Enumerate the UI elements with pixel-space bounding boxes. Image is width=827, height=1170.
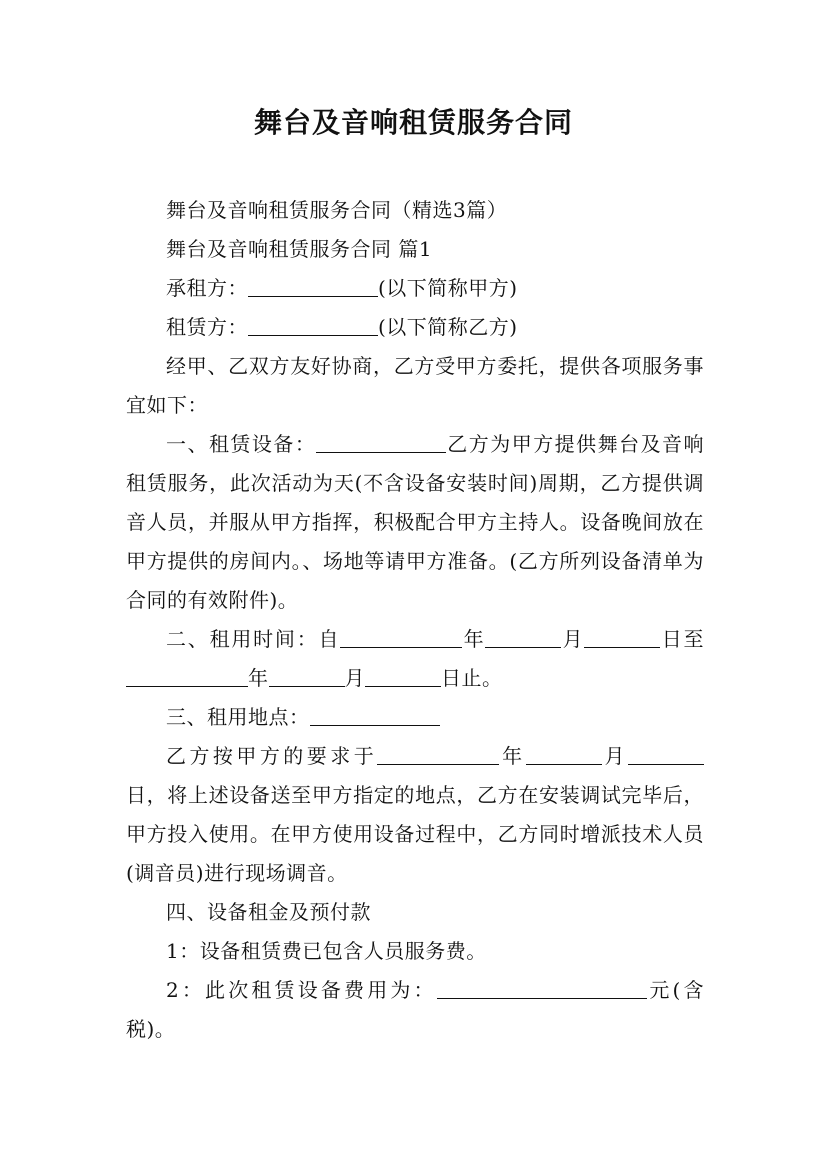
- text: 年: [499, 744, 526, 768]
- paragraph-subtitle: [126, 191, 704, 230]
- text: 月: [561, 627, 585, 651]
- text: 日: [660, 627, 684, 651]
- paragraph-lessor: [126, 308, 704, 347]
- blank-equipment: [316, 430, 446, 453]
- paragraph-lessee: [126, 269, 704, 308]
- blank-end-year: [126, 664, 248, 687]
- text: 月: [344, 666, 365, 690]
- text: 日止。: [441, 666, 503, 690]
- blank-end-month: [269, 664, 345, 687]
- blank-end-day: [365, 664, 441, 687]
- text: 租赁方：: [166, 315, 248, 339]
- text: 元(含税)。: [126, 978, 704, 1041]
- text: 经甲、乙双方友好协商，乙方受甲方委托，提供各项服务事宜如下：: [126, 354, 704, 417]
- paragraph-clause-4: [126, 893, 704, 932]
- text: 乙方为甲方提供舞台及音响租赁服务，此次活动为天(不含设备安装时间)周期，乙方提供调音人员，并服从甲方指挥，积极配合甲方主持人。设备晚间放在甲方提供的房间内。、场地等请甲方准备。(乙方所列设备清单为合同的有效附件)。: [126, 432, 705, 612]
- document-body: [126, 191, 704, 1049]
- text: (以下简称乙方): [378, 315, 518, 339]
- text: 四、设备租金及预付款: [166, 900, 371, 924]
- text: (以下简称甲方): [378, 276, 518, 300]
- text: 月: [601, 744, 629, 768]
- blank-delivery-year: [377, 742, 499, 765]
- text: 一、租赁设备：: [166, 432, 317, 456]
- paragraph-clause-2: [126, 620, 704, 698]
- document-title: 舞台及音响租赁服务合同: [253, 106, 573, 139]
- text: 三、租用地点：: [166, 705, 310, 729]
- text: 年: [248, 666, 269, 690]
- text: 二、租用时间：自: [166, 627, 341, 651]
- text: 1：设备租赁费已包含人员服务费。: [166, 939, 487, 963]
- text: 至: [683, 627, 705, 651]
- blank-delivery-month: [526, 742, 602, 765]
- paragraph-clause-1: [126, 425, 704, 620]
- text: 舞台及音响租赁服务合同 篇1: [166, 237, 433, 261]
- blank-lessee: [248, 274, 378, 297]
- blank-lessor: [248, 313, 378, 336]
- text: 2：此次租赁设备费用为：: [166, 978, 437, 1002]
- blank-start-year: [340, 625, 462, 648]
- text: 承租方：: [166, 276, 248, 300]
- blank-delivery-day: [628, 742, 704, 765]
- text: 日，将上述设备送至甲方指定的地点，乙方在安装调试完毕后，甲方投入使用。在甲方使用设备过程中，乙方同时增派技术人员(调音员)进行现场调音。: [126, 783, 704, 885]
- paragraph-section-heading: [126, 230, 704, 269]
- paragraph-item-2: [126, 971, 704, 1049]
- paragraph-clause-3: [126, 698, 704, 737]
- blank-start-month: [485, 625, 561, 648]
- text: 舞台及音响租赁服务合同（精选3篇）: [166, 198, 508, 222]
- paragraph-intro: [126, 347, 704, 425]
- paragraph-item-1: [126, 932, 704, 971]
- blank-fee: [437, 976, 647, 999]
- blank-start-day: [584, 625, 660, 648]
- paragraph-delivery: [126, 737, 704, 893]
- text: 乙方按甲方的要求于: [166, 744, 378, 768]
- text: 年: [462, 627, 486, 651]
- blank-location: [310, 703, 440, 726]
